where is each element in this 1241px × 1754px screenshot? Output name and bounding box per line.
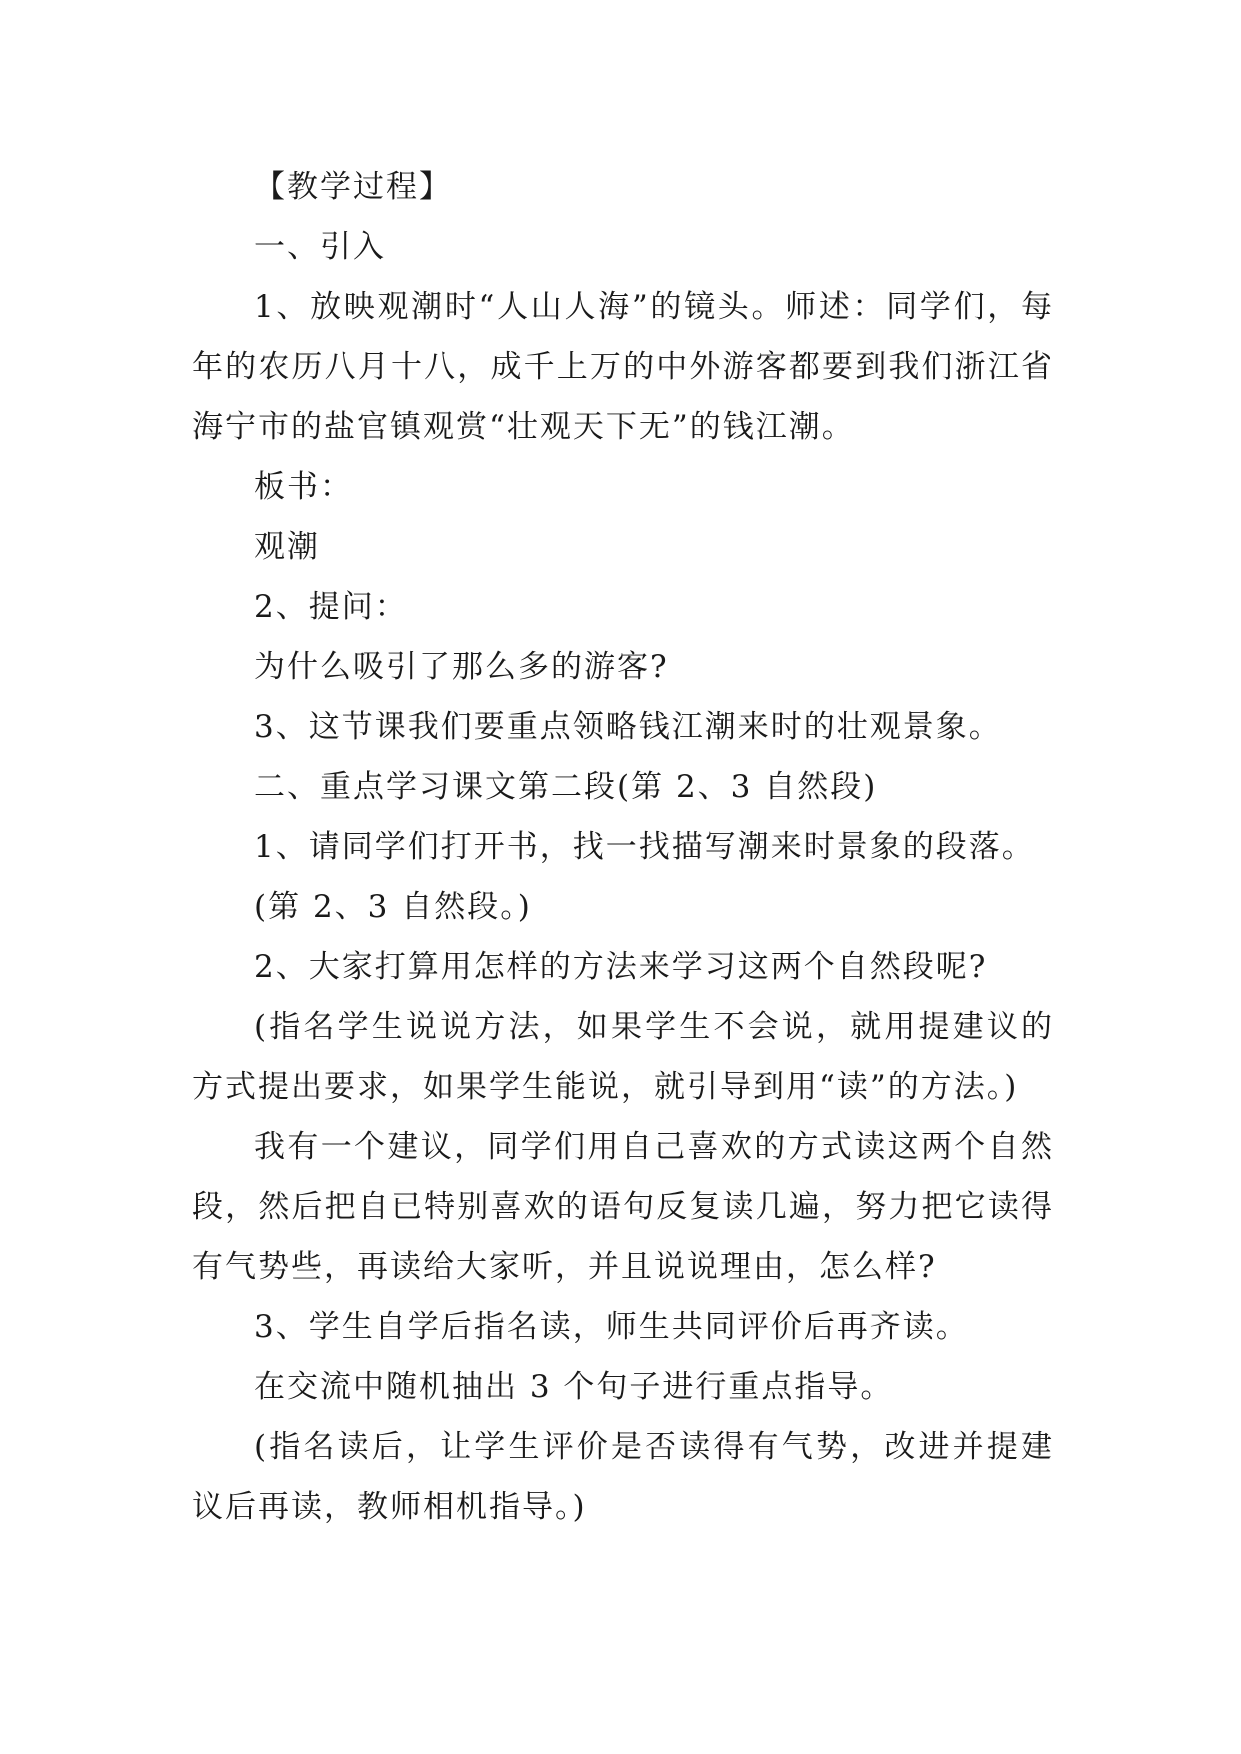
- paragraph: 为什么吸引了那么多的游客?: [254, 649, 669, 685]
- paragraph: (指名读后，让学生评价是否读得有气势，改进并提建议后再读，教师相机指导。): [192, 1429, 1054, 1525]
- section-heading-teaching-process: 【教学过程】: [254, 169, 452, 205]
- paragraph: 2、大家打算用怎样的方法来学习这两个自然段呢?: [254, 949, 988, 985]
- section-heading-introduction: 一、引入: [254, 229, 386, 265]
- paragraph: 在交流中随机抽出 3 个句子进行重点指导。: [254, 1369, 894, 1405]
- paragraph: 我有一个建议，同学们用自己喜欢的方式读这两个自然段，然后把自已特别喜欢的语句反复读几遍，努力把它读得有气势些，再读给大家听，并且说说理由，怎么样?: [192, 1129, 1054, 1285]
- paragraph: (第 2、3 自然段。): [254, 889, 532, 925]
- paragraph: 3、学生自学后指名读，师生共同评价后再齐读。: [254, 1309, 969, 1345]
- section-heading-key-study: 二、重点学习课文第二段(第 2、3 自然段): [254, 769, 878, 805]
- paragraph: 2、提问：: [254, 589, 408, 625]
- paragraph: 板书：: [254, 469, 353, 505]
- paragraph: (指名学生说说方法，如果学生不会说，就用提建议的方式提出要求，如果学生能说，就引导到用“读”的方法。): [192, 1009, 1054, 1105]
- paragraph: 3、这节课我们要重点领略钱江潮来时的壮观景象。: [254, 709, 1002, 745]
- paragraph: 1、请同学们打开书，找一找描写潮来时景象的段落。: [254, 829, 1035, 865]
- paragraph: 1、放映观潮时“人山人海”的镜头。师述：同学们，每年的农历八月十八，成千上万的中外游客都要到我们浙江省海宁市的盐官镇观赏“壮观天下无”的钱江潮。: [192, 289, 1054, 445]
- document-body: [192, 157, 1054, 1537]
- paragraph: 观潮: [254, 529, 320, 565]
